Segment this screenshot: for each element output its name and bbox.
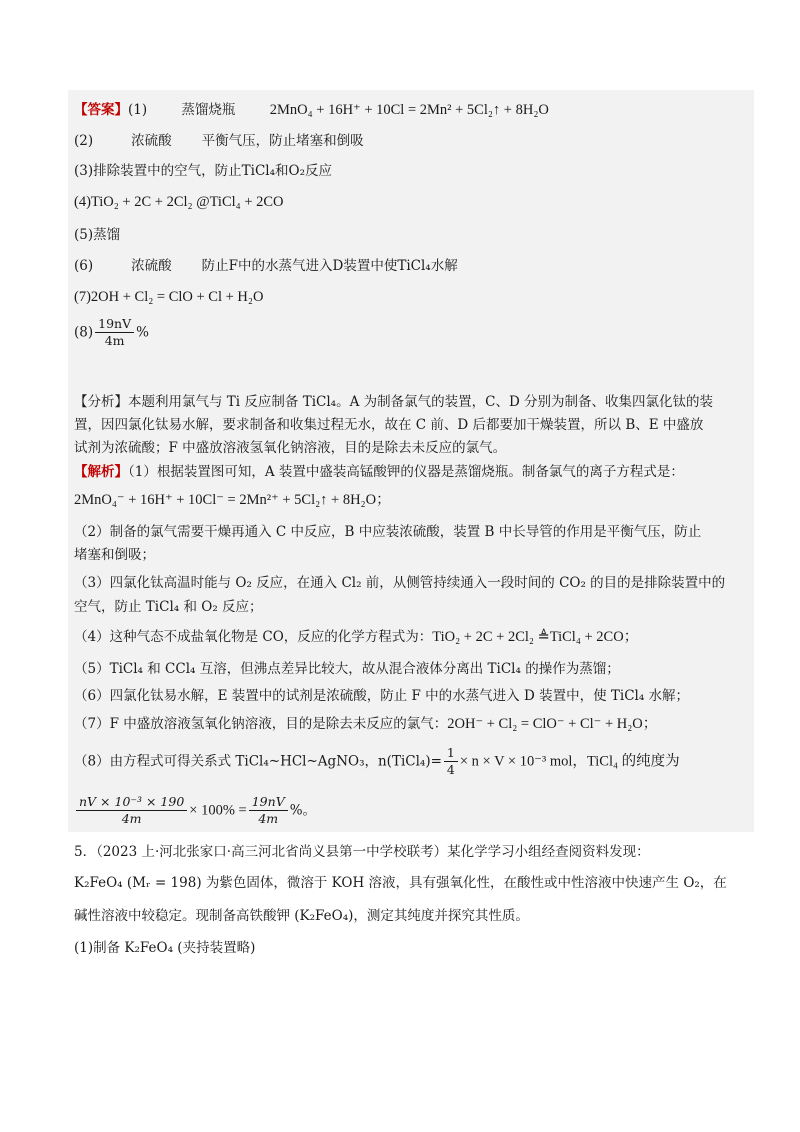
answer-q2-number: (2) (74, 133, 94, 149)
explanation-p9-numerator-2: 19nV (249, 794, 288, 811)
explanation-p8-fraction-numerator: 1 (444, 745, 458, 762)
explanation-p4-row (74, 627, 638, 647)
answer-q3: (3)排除装置中的空气，防止TiCl₄和O₂反应 (74, 163, 332, 179)
answer-q4: (4)TiO₂ + 2C + 2Cl₂ @TiCl₄ + 2CO (74, 194, 284, 210)
question5-line-2: K₂FeO₄ (Mᵣ = 198) 为紫色固体，微溶于 KOH 溶液，具有强氧化性，在酸性或中性溶液中快速产生 O₂，在 (74, 875, 727, 891)
answer-q6-number: (6) (74, 258, 94, 274)
explanation-p1: （1）根据装置图可知，A 装置中盛装高锰酸钾的仪器是蒸馏烧瓶。制备氯气的离子方程式是： (128, 464, 684, 480)
explanation-p2-line-2: 堵塞和倒吸； (74, 547, 155, 563)
answer-q1-equation: 2MnO₄ + 16H⁺ + 10Cl = 2Mn² + 5Cl₂↑ + 8H₂O (269, 102, 549, 118)
answer-q6-row (74, 256, 458, 276)
answer-q2-b: 平衡气压，防止堵塞和倒吸 (201, 133, 364, 149)
analysis-tag: 【分析】 (74, 394, 128, 410)
analysis-line-2: 置，因四氯化钛易水解，要求制备和收集过程无水，故在 C 前、D 后都要加干燥装置，所以 B、E 中盛放 (74, 417, 704, 433)
explanation-p7-equation: 2OH⁻ + Cl₂ = ClO⁻ + Cl⁻ + H₂O； (447, 716, 658, 732)
question5-line-3: 碱性溶液中较稳定。现制备高铁酸钾 (K₂FeO₄)，测定其纯度并探究其性质。 (74, 908, 529, 924)
explanation-p9-numerator: nV × 10⁻³ × 190 (76, 794, 187, 811)
analysis-line-3: 试剂为浓硫酸；F 中盛放溶液氢氧化钠溶液，目的是除去未反应的氯气。 (74, 440, 507, 456)
answer-q5: (5)蒸馏 (74, 227, 121, 243)
explanation-p8: （8）由方程式可得关系式 TiCl₄~HCl~AgNO₃，n(TiCl₄)= (74, 753, 442, 770)
explanation-p8-fraction-denominator: 4 (446, 762, 455, 777)
explanation-p9-denominator: 4m (121, 811, 142, 826)
answer-q8-numerator: 19nV (95, 316, 134, 333)
answer-q6-b: 防止F中的水蒸气进入D装置中使TiCl₄水解 (201, 258, 458, 274)
explanation-p4-equation: TiO₂ + 2C + 2Cl₂ ≜TiCl₄ + 2CO； (432, 629, 639, 645)
explanation-p1-equation: 2MnO₄⁻ + 16H⁺ + 10Cl⁻ = 2Mn²⁺ + 5Cl₂↑ + 8H₂O； (74, 492, 391, 508)
answer-q2-a: 浓硫酸 (131, 133, 172, 149)
explanation-p6: （6）四氯化钛易水解，E 装置中的试剂是浓硫酸，防止 F 中的水蒸气进入 D 装置中，使 TiCl₄ 水解； (74, 688, 690, 704)
answer-q8-number: (8) (74, 324, 94, 341)
explanation-p9-end: %。 (289, 802, 317, 819)
explanation-p9-middle: × 100% = (189, 802, 247, 819)
answer-q8-row (74, 316, 149, 349)
answer-q1-text: 蒸馏烧瓶 (181, 102, 236, 118)
explanation-p4: （4）这种气态不成盐氧化物是 CO，反应的化学方程式为： (74, 629, 433, 645)
answer-q1-number: (1) (128, 102, 148, 118)
explanation-p9-row (74, 794, 316, 827)
question5-line-4: (1)制备 K₂FeO₄ (夹持装置略) (74, 940, 256, 956)
explanation-p3-line-1: （3）四氯化钛高温时能与 O₂ 反应，在通入 Cl₂ 前，从侧管持续通入一段时间的 CO₂ 的目的是排除装置中的 (74, 575, 726, 591)
explanation-p9-denominator-2: 4m (258, 811, 279, 826)
explanation-p7: （7）F 中盛放溶液氢氧化钠溶液，目的是除去未反应的氯气： (74, 716, 448, 732)
explanation-p8-row (74, 745, 680, 778)
answer-q6-a: 浓硫酸 (131, 258, 172, 274)
answer-q8-denominator: 4m (104, 333, 125, 348)
analysis-text-1: 本题利用氯气与 Ti 反应制备 TiCl₄。A 为制备氯气的装置，C、D 分别为制备、收集四氯化钛的装 (128, 394, 714, 410)
explanation-tag: 【解析】 (74, 464, 128, 480)
analysis-line-1 (74, 392, 713, 412)
explanation-p7-row (74, 714, 657, 734)
answer-q8-percent: % (136, 324, 149, 341)
answer-tag: 【答案】 (74, 102, 128, 118)
explanation-p8-equation-rest: × n × V × 10⁻³ mol，TiCl₄ 的纯度为 (459, 753, 680, 770)
explanation-p3-line-2: 空气，防止 TiCl₄ 和 O₂ 反应； (74, 599, 263, 615)
explanation-line-1 (74, 462, 684, 482)
answer-q7: (7)2OH + Cl₂ = ClO + Cl + H₂O (74, 289, 264, 305)
explanation-p5: （5）TiCl₄ 和 CCl₄ 互溶，但沸点差异比较大，故从混合液体分离出 TiCl₄ 的操作为蒸馏； (74, 661, 620, 677)
explanation-p2-line-1: （2）制备的氯气需要干燥再通入 C 中反应，B 中应装浓硫酸，装置 B 中长导管的作用是平衡气压，防止 (74, 524, 702, 540)
question5-line-1: 5．（2023 上·河北张家口·高三河北省尚义县第一中学校联考）某化学学习小组经查阅资料发现： (74, 844, 650, 860)
answer-q2-row (74, 131, 364, 151)
answer-q1-row (74, 100, 549, 120)
